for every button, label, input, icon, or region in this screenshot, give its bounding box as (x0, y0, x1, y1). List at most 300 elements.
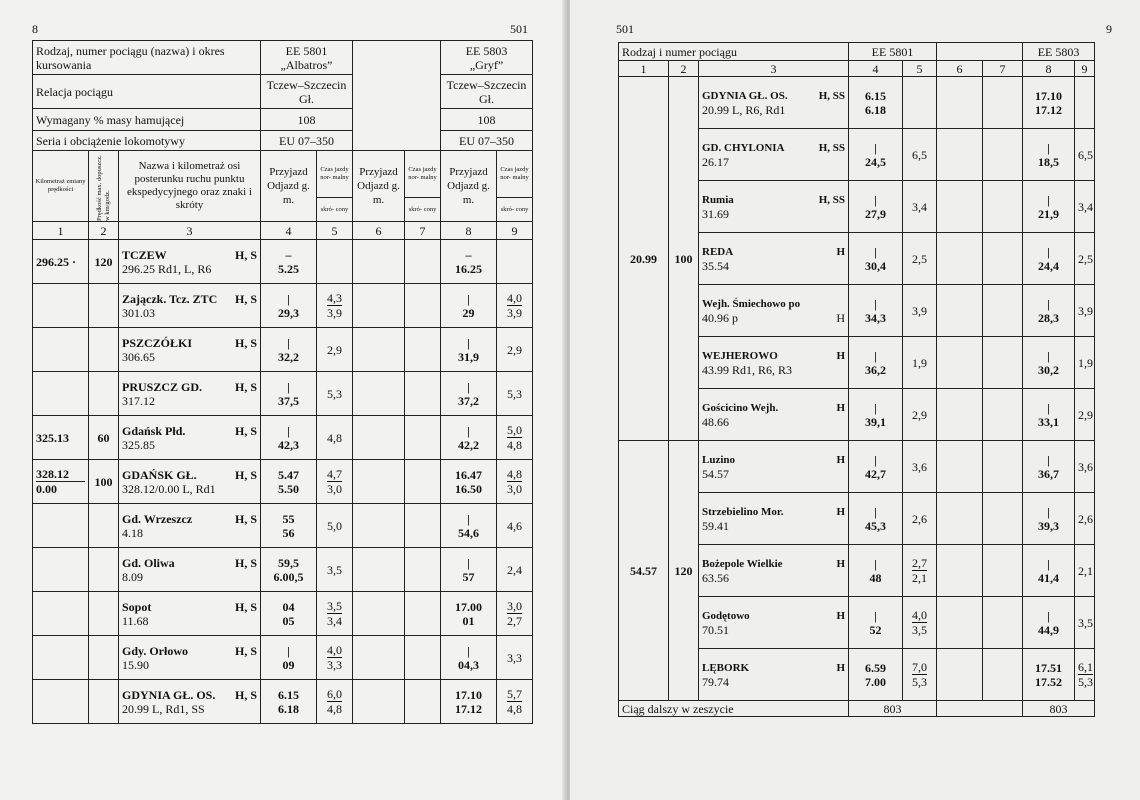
left-header-page-number: 501 (510, 22, 528, 36)
station-km: 328.12/0.00 L, Rd1 (122, 481, 216, 496)
arrival-time: | (874, 296, 877, 311)
departure-time: 04,3 (458, 657, 480, 672)
run-time-normal: 3,0 (507, 599, 523, 613)
run-time-normal: 4,8 (507, 467, 523, 481)
empty-cell (937, 597, 983, 649)
km-change-cell (33, 636, 89, 680)
run-time-cell (497, 416, 533, 460)
run-time-cell (497, 636, 533, 680)
time-cell (849, 129, 903, 181)
arrival-time: 59,5 (278, 555, 299, 570)
time-cell (1023, 337, 1075, 389)
arrival-time: | (287, 335, 290, 350)
station-km: 43.99 Rd1, R6, R3 (702, 362, 793, 377)
station-cell (119, 680, 261, 724)
empty-cell (983, 545, 1023, 597)
relation-b: Tczew–Szczecin Gł. (441, 75, 533, 109)
run-time-cell (903, 337, 937, 389)
right-train-b: EE 5803 (1023, 43, 1095, 61)
run-time-normal: 5,3 (327, 386, 342, 401)
station-km-line (702, 311, 845, 325)
footer-b: 803 (1023, 701, 1095, 717)
station-line (702, 401, 845, 415)
run-time-cell (317, 328, 353, 372)
table-row (33, 592, 533, 636)
station-name: PRUSZCZ GD. (122, 379, 203, 394)
run-time-normal: 2,5 (1078, 251, 1094, 266)
departure-time: 44,9 (1038, 622, 1060, 637)
km-change-cell (33, 548, 89, 592)
station-name: Gdańsk Płd. (122, 423, 186, 438)
departure-time: 6.18 (278, 701, 299, 716)
run-time-fraction (507, 599, 522, 628)
time-cell (441, 592, 497, 636)
run-time-reduced: 3,9 (507, 306, 523, 320)
run-time-normal: 3,4 (912, 199, 927, 214)
arrival-time: | (874, 244, 877, 259)
brake-b: 108 (441, 109, 533, 131)
arrival-time: 17.00 (455, 599, 483, 614)
empty-cell (353, 416, 405, 460)
departure-time: 52 (869, 622, 882, 637)
km-change-cell (33, 284, 89, 328)
right-page-number: 9 (1106, 22, 1112, 36)
km-change: 296.25 · (36, 254, 77, 269)
departure-time: 42,2 (458, 437, 480, 452)
departure-time: 41,4 (1038, 570, 1060, 585)
time-cell (441, 548, 497, 592)
speed-cell (89, 504, 119, 548)
run-time-normal: 2,6 (1078, 511, 1094, 526)
time-cell (849, 337, 903, 389)
km-change-2: 0.00 (36, 481, 85, 496)
station-line (702, 557, 845, 571)
departure-time: 36,7 (1038, 466, 1060, 481)
departure-time: 05 (282, 613, 295, 628)
time-cell (261, 460, 317, 504)
column-number: 6 (937, 61, 983, 77)
right-timetable (618, 42, 1095, 717)
station-line (122, 644, 257, 658)
run-time-normal: 3,3 (507, 650, 523, 665)
km-change-cell (33, 504, 89, 548)
arrival-time: 04 (282, 599, 295, 614)
station-marks: H, SS (818, 193, 845, 206)
time-cell (261, 592, 317, 636)
station-line (702, 453, 845, 467)
train-b-number: EE 5803 (465, 43, 508, 58)
station-km: 296.25 Rd1, L, R6 (122, 261, 212, 276)
station-name: Gościcino Wejh. (702, 401, 779, 414)
time-cell (261, 504, 317, 548)
empty-cell (353, 504, 405, 548)
run-time-cell (903, 129, 937, 181)
time-cell (261, 240, 317, 284)
time-cell (849, 597, 903, 649)
arrival-time: | (1047, 400, 1050, 415)
station-name: Luzino (702, 453, 736, 466)
run-time-cell (1075, 545, 1095, 597)
run-time-normal: 2,9 (912, 407, 927, 422)
run-time-cell (903, 545, 937, 597)
speed-cell (89, 592, 119, 636)
speed-cell: 120 (89, 240, 119, 284)
departure-time: 01 (462, 613, 475, 628)
arrival-time: | (467, 555, 470, 570)
time-cell (261, 372, 317, 416)
departure-time: 39,1 (865, 414, 886, 429)
run-time-reduced: 3,0 (327, 482, 342, 496)
time-cell (441, 460, 497, 504)
station-line (702, 245, 845, 259)
run-time-reduced: 4,8 (327, 702, 342, 716)
run-time-reduced: 2,1 (912, 571, 927, 585)
arrival-time: | (1047, 348, 1050, 363)
station-km-line (702, 155, 845, 169)
station-km: 11.68 (122, 613, 149, 628)
departure-time: 7.00 (865, 674, 886, 689)
run-time-reduced: 4,8 (507, 702, 523, 716)
station-km-line (702, 103, 845, 117)
station-line (122, 336, 257, 350)
station-km: 31.69 (702, 206, 729, 221)
time-cell (441, 636, 497, 680)
run-time-fraction (912, 556, 927, 585)
departure-time: 5.50 (278, 481, 299, 496)
station-km-line (702, 623, 845, 637)
arrival-time: | (467, 335, 470, 350)
run-time-normal: 3,4 (1078, 199, 1094, 214)
time-cell (441, 504, 497, 548)
run-time-normal: 3,9 (1078, 303, 1094, 318)
station-marks: H, S (234, 599, 257, 614)
col-km-change: Kilometraż zmiany prędkości (33, 151, 89, 222)
train-a-name: „Albatros” (280, 57, 333, 72)
empty-cell (937, 493, 983, 545)
time-cell (1023, 441, 1075, 493)
empty-cell (353, 460, 405, 504)
arrival-time: 17.10 (1035, 88, 1063, 103)
station-km-line (702, 415, 845, 429)
station-km: 301.03 (122, 305, 155, 320)
departure-time: 42,7 (865, 466, 886, 481)
departure-time: 18,5 (1038, 154, 1060, 169)
table-row (33, 460, 533, 504)
right-train-a: EE 5801 (849, 43, 937, 61)
station-line (702, 193, 845, 207)
time-cell (441, 372, 497, 416)
run-time-normal: 2,9 (327, 342, 342, 357)
run-time-cell (1075, 337, 1095, 389)
station-km: 26.17 (702, 154, 729, 169)
time-cell (261, 284, 317, 328)
run-time-normal: 4,0 (912, 608, 927, 622)
run-time-fraction (507, 467, 522, 496)
run-time-cell (497, 284, 533, 328)
empty-cell (983, 493, 1023, 545)
run-time-normal: 6,1 (1078, 660, 1094, 674)
station-marks: H, S (234, 643, 257, 658)
train-label: Rodzaj, numer pociągu (nazwa) i okres kursowania (33, 41, 261, 75)
empty-cell (983, 77, 1023, 129)
column-number: 3 (119, 222, 261, 240)
time-cell (261, 680, 317, 724)
relation-a: Tczew–Szczecin Gł. (261, 75, 353, 109)
col-time2-7: skró- cony (405, 198, 441, 222)
arrival-time: | (874, 400, 877, 415)
run-time-reduced: 5,3 (912, 675, 927, 689)
speed-cell: 60 (89, 416, 119, 460)
loco-a: EU 07–350 (261, 131, 353, 151)
run-time-cell (1075, 597, 1095, 649)
run-time-fraction (1078, 660, 1093, 689)
left-timetable (32, 40, 533, 724)
column-number: 5 (317, 222, 353, 240)
station-km: 20.99 L, R6, Rd1 (702, 102, 786, 117)
col-arr-dep-b: Przyjazd Odjazd g. m. (441, 151, 497, 222)
station-line (122, 248, 257, 262)
run-time-cell (317, 284, 353, 328)
time-cell (849, 77, 903, 129)
station-line (122, 556, 257, 570)
arrival-time: | (874, 504, 877, 519)
table-row (33, 284, 533, 328)
empty-cell (405, 636, 441, 680)
empty-cell (405, 328, 441, 372)
station-name: Gdy. Orłowo (122, 643, 189, 658)
run-time-reduced: 3,4 (327, 614, 342, 628)
time-cell (261, 636, 317, 680)
run-time-cell (1075, 233, 1095, 285)
station-km: 79.74 (702, 674, 729, 689)
run-time-fraction (327, 643, 342, 672)
station-cell (699, 181, 849, 233)
run-time-cell (903, 389, 937, 441)
time-cell (1023, 285, 1075, 337)
loco-label: Seria i obciążenie lokomotywy (33, 131, 261, 151)
station-cell (119, 504, 261, 548)
station-km-line (702, 519, 845, 533)
speed-cell (89, 372, 119, 416)
station-cell (699, 389, 849, 441)
run-time-normal: 2,9 (507, 342, 523, 357)
run-time-normal: 3,6 (1078, 459, 1094, 474)
time-cell (441, 680, 497, 724)
empty-cell (353, 328, 405, 372)
run-time-fraction (507, 423, 522, 452)
arrival-time: | (467, 511, 470, 526)
station-line (122, 380, 257, 394)
station-marks: H (836, 661, 845, 674)
run-time-reduced: 2,7 (507, 614, 523, 628)
km-change-cell: 54.57 (619, 441, 669, 701)
run-time-normal: 3,5 (327, 599, 342, 613)
run-time-normal: 4,7 (327, 467, 342, 481)
empty-cell (353, 240, 405, 284)
run-time-normal: 4,8 (327, 430, 342, 445)
time-cell (441, 416, 497, 460)
station-marks: H (836, 453, 845, 466)
run-time-cell (497, 548, 533, 592)
column-number: 1 (619, 61, 669, 77)
time-cell (1023, 389, 1075, 441)
run-time-cell (317, 592, 353, 636)
arrival-time: | (874, 608, 877, 623)
arrival-time: | (874, 140, 877, 155)
arrival-time: 55 (282, 511, 295, 526)
run-time-normal: 1,9 (1078, 355, 1094, 370)
departure-time: 27,9 (865, 206, 886, 221)
station-km: 40.96 p (702, 310, 738, 325)
station-name: Gd. Oliwa (122, 555, 175, 570)
table-row (33, 372, 533, 416)
run-time-cell (317, 372, 353, 416)
station-marks: H (836, 609, 845, 622)
col-time2-a: skró- cony (317, 198, 353, 222)
run-time-reduced: 3,5 (912, 623, 927, 637)
station-line (122, 292, 257, 306)
station-km: 35.54 (702, 258, 729, 273)
run-time-cell (317, 636, 353, 680)
time-cell (1023, 493, 1075, 545)
empty-cell (983, 597, 1023, 649)
arrival-time: | (287, 423, 290, 438)
arrival-time: | (467, 291, 470, 306)
time-cell (441, 284, 497, 328)
station-km-line (702, 259, 845, 273)
empty-cell (937, 233, 983, 285)
departure-time: 36,2 (865, 362, 886, 377)
station-km: 54.57 (702, 466, 729, 481)
arrival-time: 16.47 (455, 467, 483, 482)
departure-time: 29 (462, 305, 475, 320)
departure-time: 21,9 (1038, 206, 1060, 221)
col-time2-b: skró- cony (497, 198, 533, 222)
empty-cell (983, 441, 1023, 493)
table-row (33, 504, 533, 548)
time-cell (261, 548, 317, 592)
station-cell (119, 460, 261, 504)
station-cell (119, 372, 261, 416)
brake-a: 108 (261, 109, 353, 131)
empty-cell (405, 372, 441, 416)
station-cell (699, 493, 849, 545)
run-time-normal: 3,9 (912, 303, 927, 318)
station-cell (699, 77, 849, 129)
run-time-normal: 1,9 (912, 355, 927, 370)
empty-cell (937, 129, 983, 181)
arrival-time: | (874, 556, 877, 571)
arrival-time: – (285, 247, 292, 262)
station-marks: H, S (234, 687, 257, 702)
station-cell (699, 337, 849, 389)
departure-time: 32,2 (278, 349, 299, 364)
station-km: 306.65 (122, 349, 155, 364)
empty-cell (937, 77, 983, 129)
station-name: Zajączk. Tcz. ZTC (122, 291, 218, 306)
station-name: TCZEW (122, 247, 167, 262)
empty-cell (937, 337, 983, 389)
brake-label: Wymagany % masy hamującej (33, 109, 261, 131)
run-time-cell (903, 649, 937, 701)
column-number-row (33, 222, 533, 240)
station-name: GD. CHYLONIA (702, 141, 785, 154)
departure-time: 16.50 (455, 481, 483, 496)
station-marks: H (836, 401, 845, 414)
time-cell (1023, 181, 1075, 233)
run-time-fraction (327, 291, 342, 320)
station-name: WEJHEROWO (702, 349, 778, 362)
empty-cell (937, 441, 983, 493)
empty-cell (405, 284, 441, 328)
arrival-time: 6.15 (278, 687, 299, 702)
table-row (33, 680, 533, 724)
run-time-cell (903, 77, 937, 129)
station-name: Strzebielino Mor. (702, 505, 784, 518)
km-change: 325.13 (36, 430, 69, 445)
departure-time: 17.12 (1035, 102, 1063, 117)
departure-time: 31,9 (458, 349, 480, 364)
run-time-cell (903, 233, 937, 285)
arrival-time: | (467, 423, 470, 438)
time-cell (849, 545, 903, 597)
empty-cell (405, 548, 441, 592)
run-time-cell (1075, 285, 1095, 337)
arrival-time: 17.10 (455, 687, 483, 702)
departure-time: 56 (282, 525, 295, 540)
empty-cell (983, 285, 1023, 337)
run-time-cell (903, 285, 937, 337)
departure-time: 17.12 (455, 701, 483, 716)
station-line (702, 89, 845, 103)
table-row (33, 328, 533, 372)
departure-time: 16.25 (455, 261, 483, 276)
time-cell (849, 389, 903, 441)
train-b-name: „Gryf” (469, 57, 504, 72)
station-name: PSZCZÓŁKI (122, 335, 193, 350)
run-time-normal: 2,5 (912, 251, 927, 266)
arrival-time: | (1047, 608, 1050, 623)
empty-cell (937, 285, 983, 337)
run-time-cell (1075, 493, 1095, 545)
station-cell (119, 548, 261, 592)
right-train-label: Rodzaj i numer pociągu (619, 43, 849, 61)
station-marks: H, S (234, 555, 257, 570)
column-number: 5 (903, 61, 937, 77)
station-line (122, 600, 257, 614)
run-time-cell (903, 597, 937, 649)
arrival-time: | (1047, 504, 1050, 519)
run-time-cell (317, 240, 353, 284)
run-time-reduced: 3,0 (507, 482, 523, 496)
departure-time: 45,3 (865, 518, 886, 533)
run-time-normal: 5,0 (327, 518, 342, 533)
station-name: GDYNIA GŁ. OS. (122, 687, 216, 702)
station-km-mark: H (836, 310, 845, 325)
column-number: 8 (1023, 61, 1075, 77)
empty-cell (353, 680, 405, 724)
station-name: Godętowo (702, 609, 750, 622)
departure-time: 6.00,5 (273, 569, 304, 584)
column-number: 4 (261, 222, 317, 240)
run-time-normal: 4,6 (507, 518, 523, 533)
arrival-time: | (467, 379, 470, 394)
column-number: 1 (33, 222, 89, 240)
km-change-cell (33, 372, 89, 416)
column-number: 9 (497, 222, 533, 240)
station-km-line (702, 571, 845, 585)
speed-cell (89, 328, 119, 372)
